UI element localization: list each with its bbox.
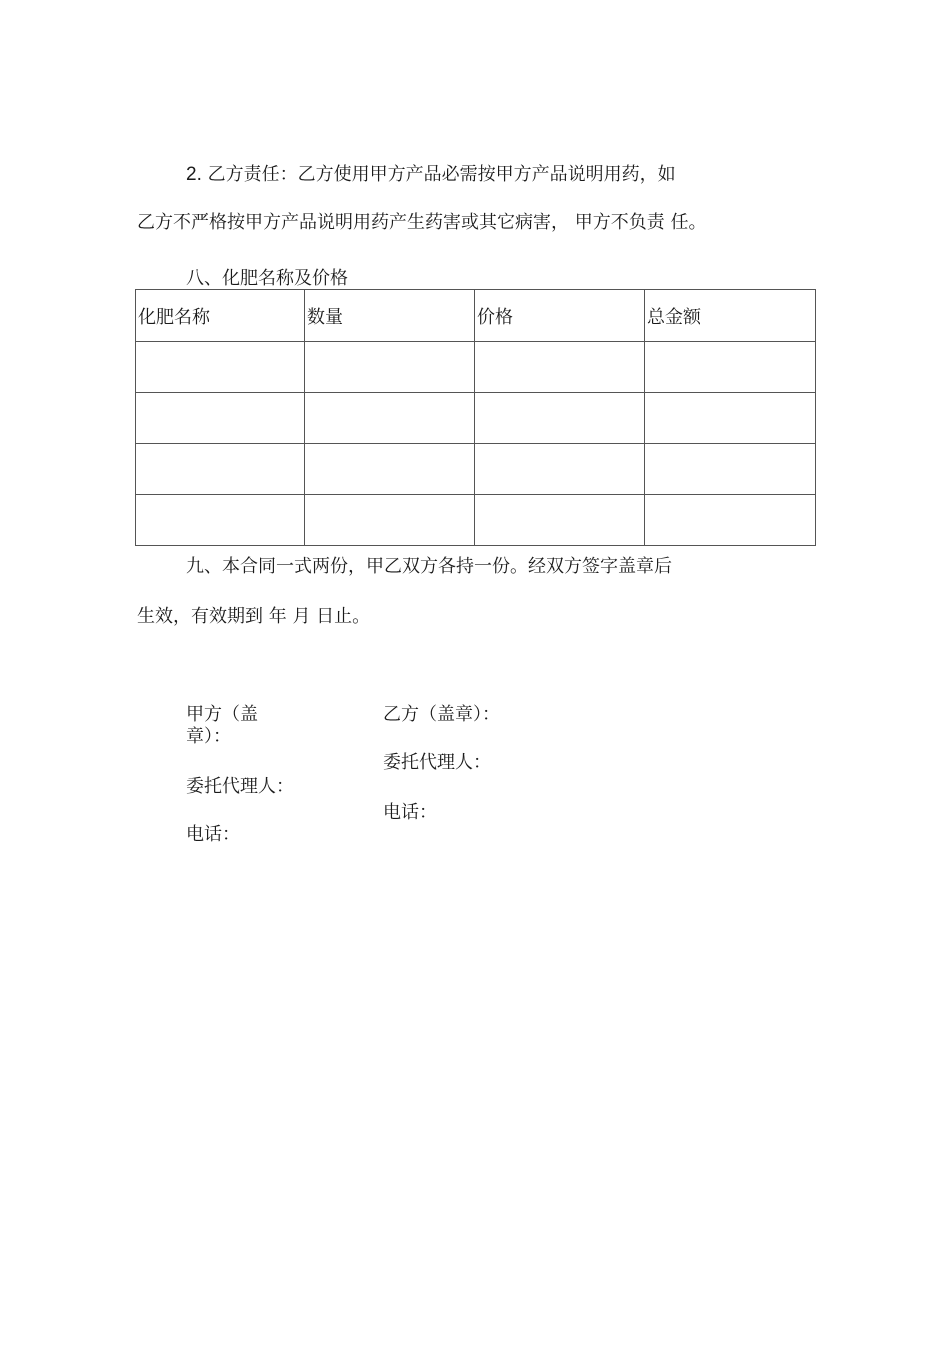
header-price: 价格 (475, 290, 645, 342)
clause-2-number: 2. (186, 164, 202, 185)
table-cell (305, 495, 475, 546)
table-cell (645, 495, 816, 546)
table-row (136, 495, 816, 546)
table-cell (136, 393, 305, 444)
clause-2-text: 乙方责任：乙方使用甲方产品必需按甲方产品说明用药，如 (201, 164, 676, 185)
party-b-seal-label: 乙方（盖章）： (383, 704, 500, 725)
party-a-agent-label: 委托代理人： (186, 776, 294, 797)
header-quantity: 数量 (305, 290, 475, 342)
section-9-line-2: 生效，有效期到 年 月 日止。 (137, 606, 371, 627)
clause-2-line-2: 乙方不严格按甲方产品说明用药产生药害或其它病害， 甲方不负责 任。 (137, 212, 707, 233)
fertilizer-price-table (135, 289, 816, 546)
table-cell (305, 393, 475, 444)
table-cell (645, 444, 816, 495)
table-cell (475, 342, 645, 393)
clause-2-line-1 (186, 164, 676, 186)
table-cell (136, 342, 305, 393)
table-cell (136, 444, 305, 495)
table-row (136, 444, 816, 495)
table-cell (305, 444, 475, 495)
table-row (136, 393, 816, 444)
table-cell (645, 342, 816, 393)
table-cell (475, 393, 645, 444)
party-b-agent-label: 委托代理人： (383, 752, 491, 773)
table-row (136, 342, 816, 393)
table-cell (475, 444, 645, 495)
party-b-phone-label: 电话： (383, 802, 437, 823)
table-cell (305, 342, 475, 393)
section-8-heading: 八、化肥名称及价格 (186, 268, 348, 289)
header-fertilizer-name: 化肥名称 (136, 290, 305, 342)
table-cell (136, 495, 305, 546)
party-a-seal-label: 甲方（盖章）： (186, 704, 258, 747)
party-a-phone-label: 电话： (186, 824, 240, 845)
header-total-amount: 总金额 (645, 290, 816, 342)
party-a-phone-clipped (186, 824, 246, 845)
table-cell (645, 393, 816, 444)
table-header-row (136, 290, 816, 342)
section-9-line-1: 九、本合同一式两份，甲乙双方各持一份。经双方签字盖章后 (186, 556, 672, 577)
table-cell (475, 495, 645, 546)
